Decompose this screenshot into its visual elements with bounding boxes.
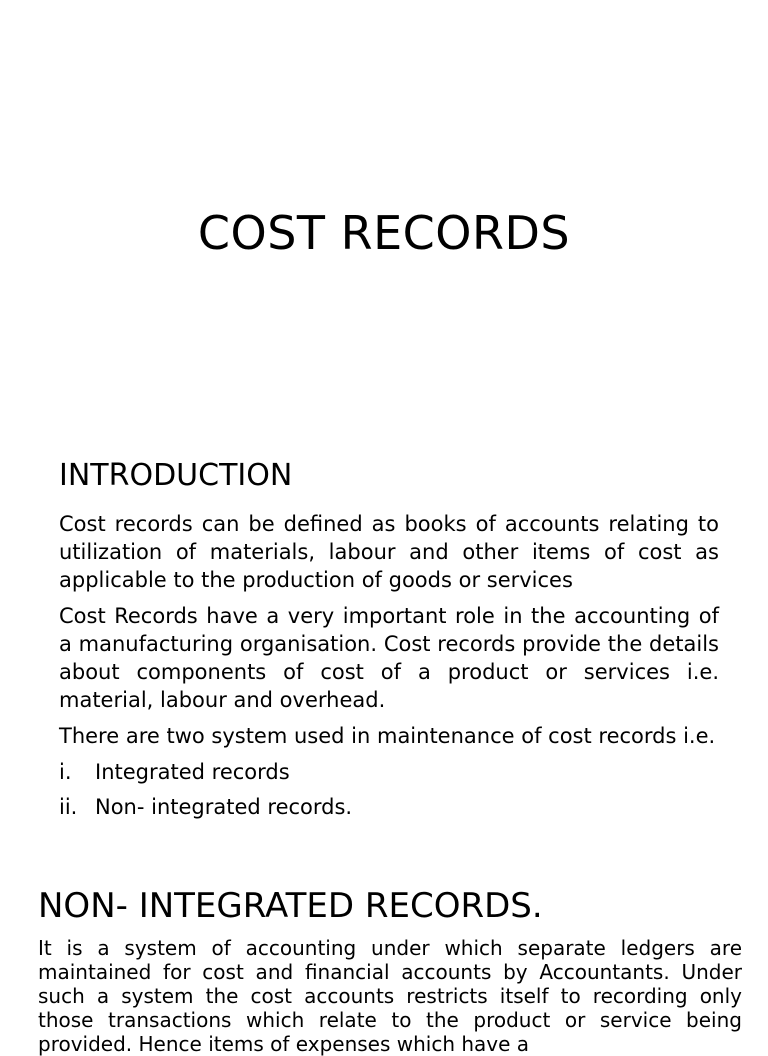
list-item-text: Integrated records [95, 760, 290, 784]
slide-introduction [0, 430, 768, 860]
introduction-body [59, 510, 719, 828]
non-integrated-body: It is a system of accounting under which separate ledgers are maintained for cost and financial accounts by Accountants. Under such a system the cost accounts restricts itself to recording only those transactions which relate to the product or service being provided. Hence items of expenses which have a [38, 936, 742, 1056]
slide-title [0, 0, 768, 430]
list-item [59, 793, 719, 821]
list-marker: ii. [59, 795, 78, 819]
list-item-text: Non- integrated records. [95, 795, 353, 819]
introduction-heading: INTRODUCTION [59, 458, 293, 493]
list-marker: i. [59, 760, 72, 784]
introduction-paragraph-3: There are two system used in maintenance of cost records i.e. [59, 724, 716, 748]
introduction-paragraph-2: Cost Records have a very important role in the accounting of a manufacturing organisation. Cost records provide the details about components of cost of a product or services i.e. material, labour and overhead. [59, 604, 719, 712]
list-item [59, 758, 719, 786]
non-integrated-heading: NON- INTEGRATED RECORDS. [38, 886, 543, 926]
record-systems-list [59, 758, 719, 821]
slide-non-integrated [0, 860, 768, 1056]
introduction-paragraph-1: Cost records can be defined as books of accounts relating to utilization of materials, labour and other items of cost as applicable to the production of goods or services [59, 512, 719, 592]
slide-title-heading: COST RECORDS [197, 206, 571, 260]
